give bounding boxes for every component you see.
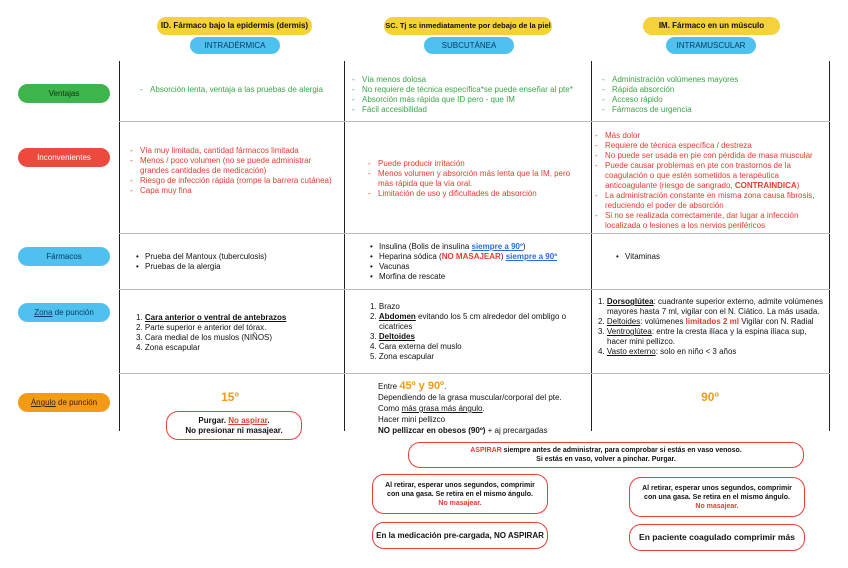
deltoides-text: Deltoides [378,332,415,341]
item-number: 4. [370,342,377,351]
insulina-close: ) [522,242,526,251]
abdomen-detail: evitando los 5 cm alrededor del ombligo o cicatrices [379,312,567,331]
angulo-intramuscular: 90º [701,390,719,404]
item-number: 1. [598,297,605,306]
row-divider-1 [119,121,830,122]
vaso-line: Si estás en vaso, volver a pinchar. Purgar. [536,456,676,463]
farmacos-intradermica [136,252,336,272]
grid-line-center-left [344,61,345,431]
list-item: - Menos / poco volumen (no se puede administrar grandes cantidades de medicación) [130,156,335,176]
list-item: - Administración volúmenes mayores [602,75,822,85]
zona-intradermica [136,313,341,353]
list-item [598,327,826,347]
heparina-close: ) [500,252,506,261]
row-label-zona [18,303,110,322]
ventajas-intramuscular [602,75,822,115]
list-item: - La administración constante en misma zona causa fibrosis, reduciendo el poder de absorción [595,191,827,211]
zona-intramuscular [598,297,826,357]
intramuscular-definition: IM. Fármaco en un músculo [643,17,780,35]
list-item [136,343,341,353]
brazo-text: Brazo [378,302,400,311]
precargada-note-box [372,522,548,549]
item-number: 2. [370,312,377,321]
aspirar-text: siempre antes de administrar, para comprobar si estás en vaso venoso. [501,447,742,454]
retirar-note-box-intramuscular [629,477,805,517]
row-label-angulo [18,393,110,412]
list-item: - Fármacos de urgencia [602,105,822,115]
vasto-externo-text: Vasto externo [606,347,656,356]
angle-range-text: 45º y 90º [399,380,445,392]
item-number: 1. [370,302,377,311]
heparina-90-link[interactable]: siempre a 90º [505,252,558,261]
subcutanea-definition: SC. Tj sc inmediatamente por debajo de la piel [384,17,552,35]
row-label-inconvenientes: Inconvenientes [18,148,110,167]
list-item [136,313,341,323]
aspirar-keyword: ASPIRAR [470,447,502,454]
intradermica-note-box [166,411,302,440]
inconvenientes-subcutanea [368,159,583,199]
list-item [136,323,341,333]
ventrogluteal-detail: : entre la cresta ilíaca y la espina ilíaca sup, hacer mini pellizco. [607,327,807,346]
grid-line-left [119,61,120,431]
list-item: - Vía menos dolosa [352,75,587,85]
farmacos-intramuscular [616,252,816,262]
precargadas-text: + aj precargadas [485,426,548,435]
radial-text: Vigilar con N. Radial [738,317,814,326]
purgar-text: Purgar. [198,415,229,425]
insulina-text: Insulina (Bolis de insulina [379,242,472,251]
angulo-subcutanea [378,381,588,436]
list-item [370,252,588,262]
no-masajear-text: No masajear. [438,499,482,507]
item-number: 2. [598,317,605,326]
muslos-text: Cara medial de los muslos (NIÑOS) [144,333,273,342]
angle-line [378,381,588,392]
dorsogluteal-detail: : cuadrante superior externo, admite volúmenes mayores hasta 7 ml, vigilar con el N. Ciático. La más usada. [607,297,824,316]
coagulado-text: En paciente coagulado comprimir más [639,532,795,542]
item-number: 3. [136,333,143,342]
list-item [598,297,826,317]
grasa-line: Dependiendo de la grasa muscular/corporal del pte. [378,393,562,402]
list-item [370,312,570,332]
como-text: Como [378,404,402,413]
no-masajear-text: NO MASAJEAR [441,252,501,261]
list-item: • Morfina de rescate [370,272,588,282]
item-number: 4. [136,343,143,352]
item-number: 2. [136,323,143,332]
item-number: 5. [370,352,377,361]
abdomen-text: Abdomen [378,312,416,321]
contraindica-text: CONTRAINDICA [734,181,797,190]
list-item: - Riesgo de infección rápida (rompe la barrera cutánea) [130,176,335,186]
coagulado-note-box [629,524,805,551]
deltoides-detail: : volúmenes [640,317,686,326]
list-item: - No puede ser usada en pie con pérdida de masa muscular [595,151,827,161]
coagulation-text: Puede causar problemas en pte con trastornos de la coagulación o que estén sometidos a terapéutica anticoagulante (riesgo de sangrado, [605,161,791,190]
grasa-period: . [482,404,485,413]
subcutanea-header: SUBCUTÁNEA [424,37,514,54]
row-divider-4 [119,373,830,374]
row-label-farmacos: Fármacos [18,247,110,266]
precargada-text: En la medicación pre-cargada, NO ASPIRAR [376,531,544,540]
aspirar-line [470,446,742,455]
list-item [370,332,570,342]
mas-grasa-text: más grasa más ángulo [401,404,483,413]
list-item: • Vitaminas [616,252,816,262]
list-item: - Rápida absorción [602,85,822,95]
torax-text: Parte superior e anterior del tórax. [144,323,267,332]
intradermica-definition: ID. Fármaco bajo la epidermis (dermis) [157,17,312,35]
grid-line-center-right [591,61,592,431]
vasto-externo-detail: : solo en niño < 3 años [655,347,737,356]
list-item [595,161,827,191]
antebrazos-text: Cara anterior o ventral de antebrazos [144,313,287,322]
angle-period: . [444,382,447,391]
escapular-text: Zona escapular [142,343,201,352]
escapular-text: Zona escapular [378,352,435,361]
inconvenientes-intramuscular [595,131,827,231]
list-item: - Vía muy limitada, cantidad fármacos limitada [130,146,335,156]
retirar-text: Al retirar, esperar unos segundos, comprimir con una gasa. Se retira en el mismo ángulo. [385,481,535,498]
row-divider-3 [119,289,830,290]
zona-subcutanea [370,302,570,362]
list-item: - No requiere de técnica específica*se puede enseñar al pte* [352,85,587,95]
list-item: • Vacunas [370,262,588,272]
list-item: • Prueba del Mantoux (tuberculosis) [136,252,336,262]
intradermica-header: INTRADÉRMICA [190,37,280,54]
obesos-line [378,425,588,436]
list-item [370,242,588,252]
ventajas-subcutanea [352,75,587,115]
list-item: - Más dolor [595,131,827,141]
list-item: - Requiere de técnica específica / destreza [595,141,827,151]
grid-line-right [829,61,830,431]
list-item: - Absorción más rápida que ID pero - que IM [352,95,587,105]
intramuscular-header: INTRAMUSCULAR [666,37,756,54]
list-item: - Limitación de uso y dificultades de absorción [368,189,583,199]
no-aspirar-text: No aspirar [228,415,268,425]
item-number: 3. [370,332,377,341]
entre-text: Entre [378,382,400,391]
list-item [598,347,826,357]
list-item: - Si no se realizada correctamente, dar lugar a infección localizada o lesiones a los nervios periféricos [595,211,827,231]
aspirar-note-box [408,442,804,468]
list-item: - Capa muy fina [130,186,335,196]
item-number: 3. [598,327,605,336]
coagulation-close: ) [796,181,800,190]
deltoides-text: Deltoides [606,317,641,326]
zona-word: Zona [34,308,53,317]
no-masajear-text: No masajear. [695,502,739,510]
mas-grasa-line [378,403,588,414]
retirar-note-box-subcutanea [372,474,548,514]
angulo-suffix: de punción [55,398,98,407]
muslo-text: Cara externa del muslo [378,342,462,351]
list-item [370,352,570,362]
ventajas-intradermica [140,85,330,95]
row-label-ventajas: Ventajas [18,84,110,103]
farmacos-subcutanea [370,242,588,282]
retirar-text: Al retirar, esperar unos segundos, comprimir con una gasa. Se retira en el mismo ángulo. [642,484,792,501]
list-item [370,342,570,352]
purgar-period: . [267,415,270,425]
angulo-intradermica: 15º [221,390,239,404]
purgar-line [198,416,269,426]
mini-pellizco-line: Hacer mini pellizco [378,415,446,424]
list-item: - Absorción lenta, ventaja a las pruebas de alergia [140,85,330,95]
list-item [136,333,341,343]
list-item: - Puede producir irritación [368,159,583,169]
inconvenientes-intradermica [130,146,335,196]
heparina-text: Heparina sódica ( [379,252,442,261]
limitados-text: limitados 2 ml [685,317,739,326]
zona-suffix: de punción [52,308,94,317]
dorsogluteal-text: Dorsoglútea [606,297,654,306]
list-item [598,317,826,327]
list-item: - Acceso rápido [602,95,822,105]
item-number: 4. [598,347,605,356]
row-divider-2 [119,233,830,234]
list-item: - Menos volumen y absorción más lenta que la IM, pero más rápida que la vía oral. [368,169,583,189]
ventrogluteal-text: Ventroglútea [606,327,652,336]
list-item: • Pruebas de la alergia [136,262,336,272]
no-presionar-text: No presionar ni masajear. [185,425,283,435]
obesos-text: NO pellizcar en obesos (90º) [378,426,486,435]
insulina-90-link[interactable]: siempre a 90º [471,242,523,251]
angulo-word: Ángulo [30,398,56,407]
list-item [370,302,570,312]
item-number: 1. [136,313,143,322]
list-item: - Fácil accesibilidad [352,105,587,115]
